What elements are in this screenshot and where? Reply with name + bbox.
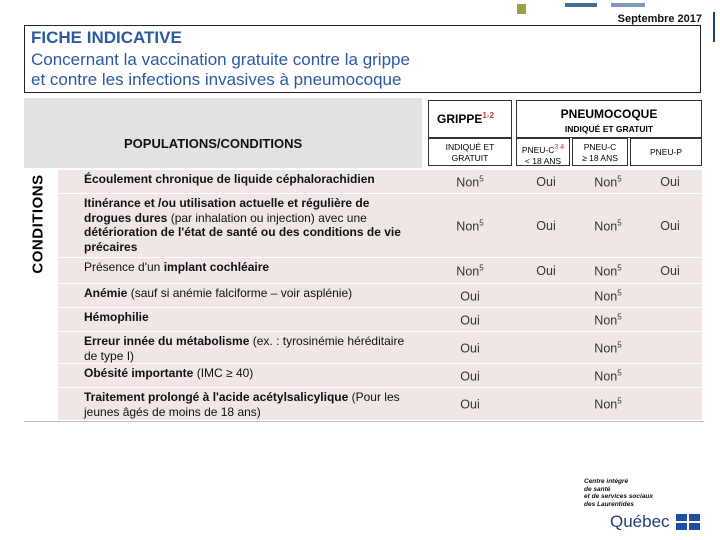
logo-text (584, 478, 712, 508)
table-row (58, 194, 702, 258)
pneu-c-lt18-age: < 18 ANS (524, 155, 562, 166)
cell-superscript: 5 (617, 311, 622, 321)
grippe-label: GRIPPE (437, 112, 483, 126)
pneu-c-lt18-subheader (516, 138, 570, 166)
condition-label: Écoulement chronique de liquide céphalorachidien (84, 172, 375, 186)
footer-rule (24, 421, 704, 422)
conditions-vertical-label (26, 170, 50, 278)
table-row (58, 332, 702, 364)
table-row (58, 388, 702, 421)
logo-line-1: Centre intégré (584, 478, 629, 485)
header-title: FICHE INDICATIVE (31, 28, 182, 47)
cell-value: Non (456, 175, 480, 190)
table-row (58, 364, 702, 388)
pneu-c-lt18-label: PNEU-C (521, 144, 555, 155)
cell-superscript: 5 (617, 367, 622, 377)
cell-value: Non (594, 313, 618, 328)
cell-value: Non (594, 341, 618, 356)
cell-c-ge18 (594, 340, 621, 355)
cell-value: Oui (536, 263, 556, 278)
condition-label: Obésité importante (IMC ≥ 40) (84, 366, 254, 380)
grippe-subheader-line1: INDIQUÉ ET (445, 142, 495, 152)
cell-p (660, 175, 679, 189)
decorative-bar-lightblue (611, 3, 645, 7)
pneumocoque-label: PNEUMOCOQUE (560, 107, 658, 121)
cell-c-ge18 (594, 174, 621, 189)
cell-c-lt18 (536, 219, 555, 233)
cell-superscript: 5 (479, 262, 484, 272)
cell-c-lt18 (536, 175, 555, 189)
cell-value: Oui (660, 174, 680, 189)
cell-value: Non (456, 219, 480, 234)
cell-c-ge18 (594, 312, 621, 327)
cell-p (660, 264, 679, 278)
cell-value: Oui (460, 341, 480, 356)
vaccination-table (24, 98, 704, 418)
cell-value: Non (594, 219, 618, 234)
cell-superscript: 5 (617, 396, 622, 406)
cell-value: Non (594, 289, 618, 304)
table-row (58, 258, 702, 284)
cell-value: Oui (460, 397, 480, 412)
cell-value: Oui (460, 289, 480, 304)
pneu-c-ge18-label: PNEU-C (583, 142, 617, 152)
grippe-subheader (428, 138, 512, 166)
cell-value: Oui (460, 313, 480, 328)
pneu-p-label: PNEU-P (649, 147, 683, 157)
document-date: Septembre 2017 (617, 13, 702, 25)
cell-value: Non (594, 264, 618, 279)
cell-c-ge18 (594, 368, 621, 383)
pneumocoque-sublabel: INDIQUÉ ET GRATUIT (564, 124, 654, 134)
cell-grippe (456, 218, 483, 233)
pneu-c-ge18-subheader (572, 138, 628, 166)
cell-superscript: 5 (479, 217, 484, 227)
cell-value: Oui (660, 218, 680, 233)
condition-label: Itinérance et /ou utilisation actuelle et régulière de drogues dures (par inhalation ou injection) avec une détérioration de l'état de santé ou des conditions de vie précaires (84, 196, 401, 254)
grippe-subheader-line2: GRATUIT (451, 153, 489, 163)
table-row (58, 170, 702, 194)
cell-value: Non (594, 369, 618, 384)
header-line-2: et contre les infections invasives à pneumocoque (31, 70, 402, 89)
cell-value: Oui (460, 369, 480, 384)
cell-value: Oui (536, 174, 556, 189)
header-line-1: Concernant la vaccination gratuite contre la grippe (31, 50, 410, 69)
quebec-flag-icon (676, 514, 700, 530)
condition-label: Présence d'un implant cochléaire (84, 260, 270, 274)
cell-superscript: 5 (617, 217, 622, 227)
cell-grippe (460, 312, 479, 327)
decorative-square-olive (517, 4, 526, 14)
condition-label: Erreur innée du métabolisme (ex. : tyrosinémie héréditaire de type I) (84, 334, 405, 363)
logo-line-4: des Laurentides (584, 500, 634, 508)
cell-superscript: 5 (617, 262, 622, 272)
conditions-vertical-text: CONDITIONS (29, 174, 47, 274)
cell-grippe (456, 263, 483, 278)
grippe-superscript: 1-2 (482, 111, 494, 120)
cell-value: Non (594, 175, 618, 190)
cisss-logo (584, 478, 712, 532)
table-row (58, 308, 702, 332)
cell-value: Non (456, 264, 480, 279)
table-row (58, 284, 702, 308)
grippe-header (428, 100, 512, 138)
condition-label: Traitement prolongé à l'acide acétylsalicylique (Pour les jeunes âgés de moins de 18 ans) (84, 390, 400, 419)
cell-c-lt18 (536, 264, 555, 278)
pneu-p-subheader (630, 138, 702, 166)
condition-label: Anémie (sauf si anémie falciforme – voir asplénie) (84, 286, 353, 300)
cell-p (660, 219, 679, 233)
decorative-vertical-bar (713, 12, 715, 42)
quebec-wordmark: Québec (610, 512, 670, 531)
cell-superscript: 5 (479, 173, 484, 183)
cell-grippe (456, 174, 483, 189)
cell-grippe (460, 396, 479, 411)
logo-line-3: et de services sociaux (584, 493, 654, 500)
pneumocoque-header (516, 100, 702, 138)
cell-c-ge18 (594, 263, 621, 278)
cell-grippe (460, 368, 479, 383)
logo-line-2: de santé (584, 485, 611, 493)
cell-grippe (460, 340, 479, 355)
pneu-c-ge18-age: ≥ 18 ANS (582, 153, 618, 163)
cell-superscript: 5 (617, 339, 622, 349)
cell-superscript: 5 (617, 173, 622, 183)
cell-value: Oui (660, 263, 680, 278)
cell-value: Non (594, 397, 618, 412)
populations-label: POPULATIONS/CONDITIONS (124, 136, 303, 151)
populations-header (24, 98, 422, 168)
cell-c-ge18 (594, 288, 621, 303)
header-box (24, 25, 701, 93)
pneu-c-superscript: 3 4 (554, 144, 565, 151)
cell-superscript: 5 (617, 287, 622, 297)
cell-grippe (460, 288, 479, 303)
cell-c-ge18 (594, 396, 621, 411)
cell-value: Oui (536, 218, 556, 233)
condition-label: Hémophilie (84, 310, 149, 324)
decorative-bar-blue (565, 3, 597, 7)
cell-c-ge18 (594, 218, 621, 233)
